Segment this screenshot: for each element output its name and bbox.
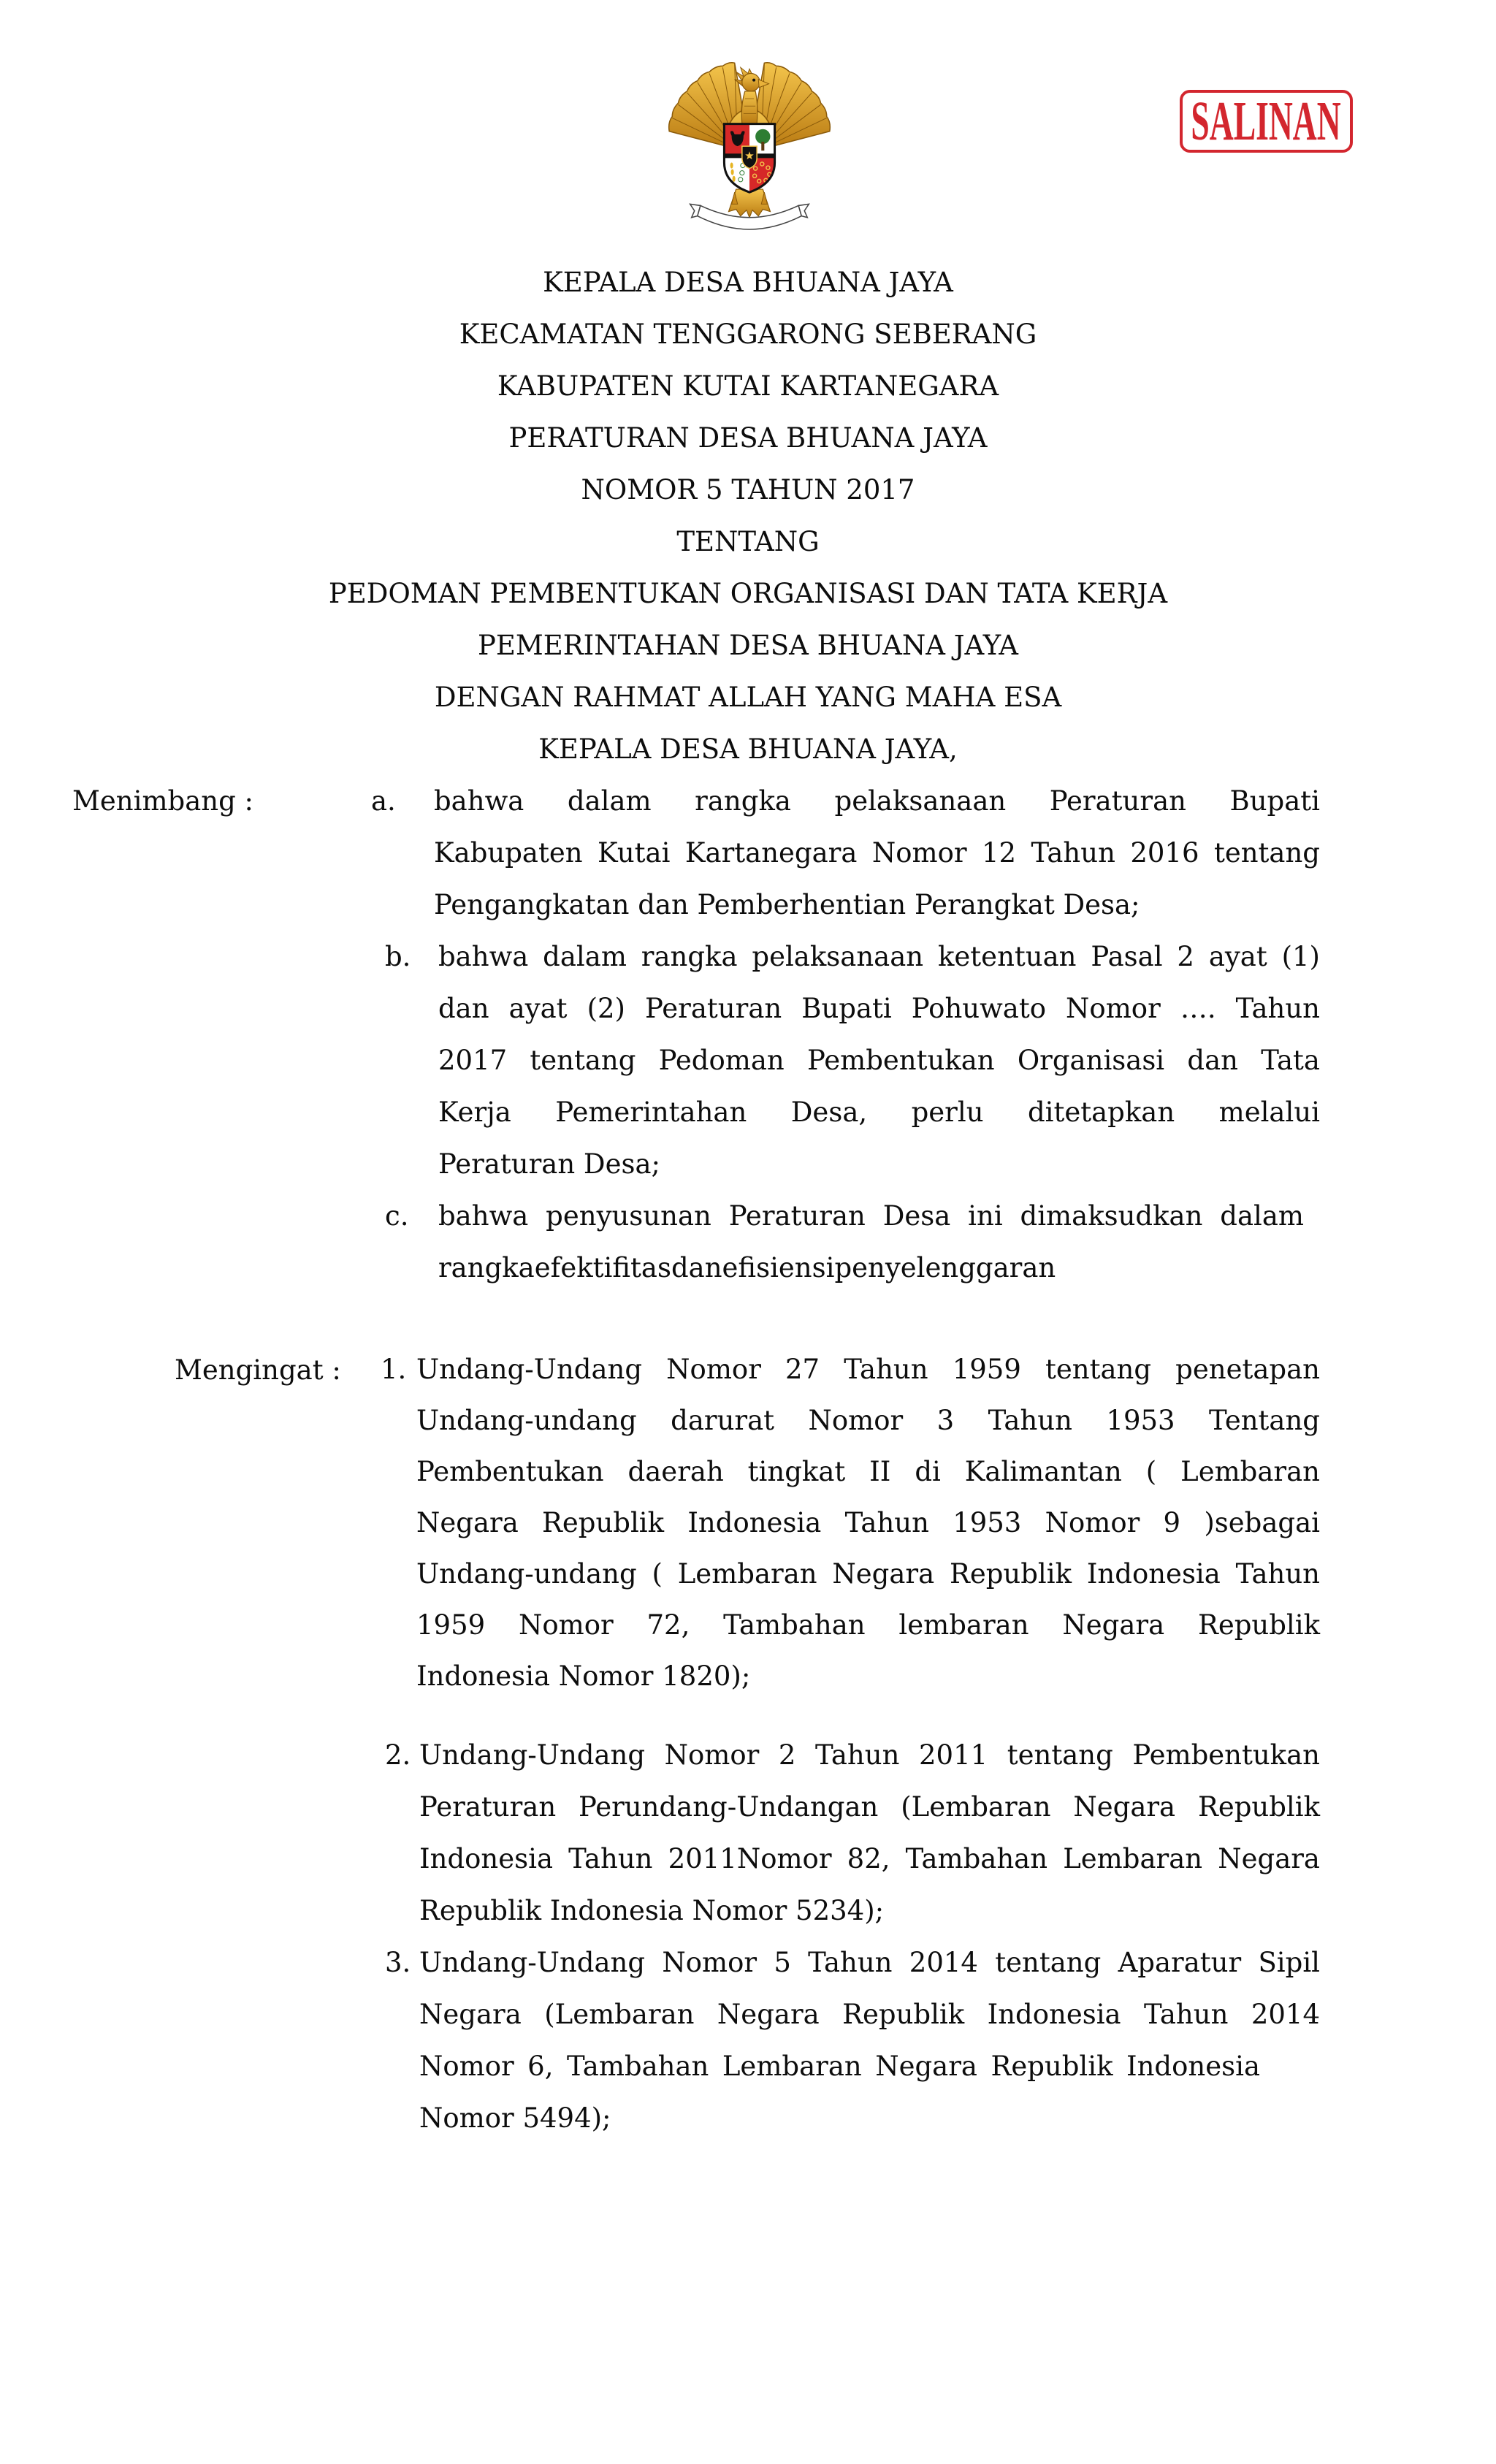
item-line: Indonesia Tahun 2011Nomor 82, Tambahan Lembaran Negara (419, 1843, 1320, 1874)
item-line: bahwa dalam rangka pelaksanaan ketentuan Pasal 2 ayat (1) (438, 941, 1320, 972)
item-line: Peraturan Perundang-Undangan (Lembaran Negara Republik (419, 1791, 1320, 1823)
mengingat-item-2 (419, 1729, 1320, 1937)
item-line: Pengangkatan dan Pemberhentian Perangkat Desa; (434, 889, 1140, 920)
item-line: Kabupaten Kutai Kartanegara Nomor 12 Tahun 2016 tentang (434, 837, 1320, 869)
menimbang-marker-b: b. (385, 941, 411, 972)
issuer-line: KEPALA DESA BHUANA JAYA, (538, 733, 958, 765)
item-line: bahwa dalam rangka pelaksanaan Peraturan Bupati (434, 785, 1320, 817)
regulation-title: PERATURAN DESA BHUANA JAYA (508, 422, 988, 454)
tentang-heading: TENTANG (676, 526, 820, 557)
item-line: Undang-Undang Nomor 5 Tahun 2014 tentang Aparatur Sipil (419, 1947, 1320, 1978)
invocation-line: DENGAN RAHMAT ALLAH YANG MAHA ESA (434, 682, 1062, 713)
garuda-pancasila-emblem-icon (660, 53, 839, 231)
subject-line-2: PEMERINTAHAN DESA BHUANA JAYA (477, 630, 1019, 661)
district-title: KECAMATAN TENGGARONG SEBERANG (459, 319, 1037, 350)
item-line: Undang-undang darurat Nomor 3 Tahun 1953 Tentang (416, 1405, 1320, 1436)
item-line: rangkaefektifitasdanefisiensipenyelenggaran (438, 1252, 1056, 1284)
item-line: Undang-undang ( Lembaran Negara Republik Indonesia Tahun (416, 1558, 1320, 1590)
salinan-stamp-text: SALINAN (1191, 91, 1342, 152)
regency-title: KABUPATEN KUTAI KARTANEGARA (497, 370, 999, 402)
mengingat-item-3 (419, 1937, 1320, 2144)
menimbang-item-a (434, 775, 1320, 931)
menimbang-marker-a: a. (371, 785, 396, 817)
menimbang-marker-c: c. (385, 1200, 409, 1232)
item-line: Negara Republik Indonesia Tahun 1953 Nomor 9 )sebagai (416, 1507, 1320, 1538)
mengingat-marker-3: 3. (385, 1947, 411, 1978)
regulation-number: NOMOR 5 TAHUN 2017 (581, 474, 915, 506)
mengingat-marker-1: 1. (381, 1354, 407, 1385)
subject-line-1: PEDOMAN PEMBENTUKAN ORGANISASI DAN TATA KERJA (328, 578, 1168, 609)
item-line: Pembentukan daerah tingkat II di Kalimantan ( Lembaran (416, 1456, 1320, 1487)
mengingat-label: Mengingat : (175, 1354, 341, 1386)
document-header (0, 256, 1496, 775)
item-line: Nomor 5494); (419, 2102, 611, 2134)
garuda-emblem-logo (660, 53, 839, 231)
salinan-stamp (1180, 90, 1353, 153)
menimbang-item-c (438, 1190, 1320, 1294)
item-line: dan ayat (2) Peraturan Bupati Pohuwato Nomor …. Tahun (438, 993, 1320, 1024)
item-line: Undang-Undang Nomor 27 Tahun 1959 tentang penetapan (416, 1354, 1320, 1385)
menimbang-item-b (438, 931, 1320, 1190)
mengingat-marker-2: 2. (385, 1739, 411, 1771)
item-line: Negara (Lembaran Negara Republik Indonesia Tahun 2014 (419, 1999, 1320, 2030)
item-line: bahwa penyusunan Peraturan Desa ini dimaksudkan dalam (438, 1200, 1304, 1232)
item-line: Peraturan Desa; (438, 1148, 660, 1180)
village-head-title: KEPALA DESA BHUANA JAYA (543, 267, 953, 298)
item-line: 2017 tentang Pedoman Pembentukan Organisasi dan Tata (438, 1045, 1320, 1076)
item-line: Nomor 6, Tambahan Lembaran Negara Republik Indonesia (419, 2051, 1260, 2082)
item-line: 1959 Nomor 72, Tambahan lembaran Negara Republik (416, 1609, 1320, 1641)
item-line: Republik Indonesia Nomor 5234); (419, 1895, 885, 1926)
garuda-shield (724, 124, 774, 194)
item-line: Kerja Pemerintahan Desa, perlu ditetapkan melalui (438, 1096, 1320, 1128)
item-line: Indonesia Nomor 1820); (416, 1660, 751, 1692)
item-line: Undang-Undang Nomor 2 Tahun 2011 tentang Pembentukan (419, 1739, 1320, 1771)
menimbang-label: Menimbang : (72, 785, 254, 817)
mengingat-item-1 (416, 1344, 1320, 1702)
